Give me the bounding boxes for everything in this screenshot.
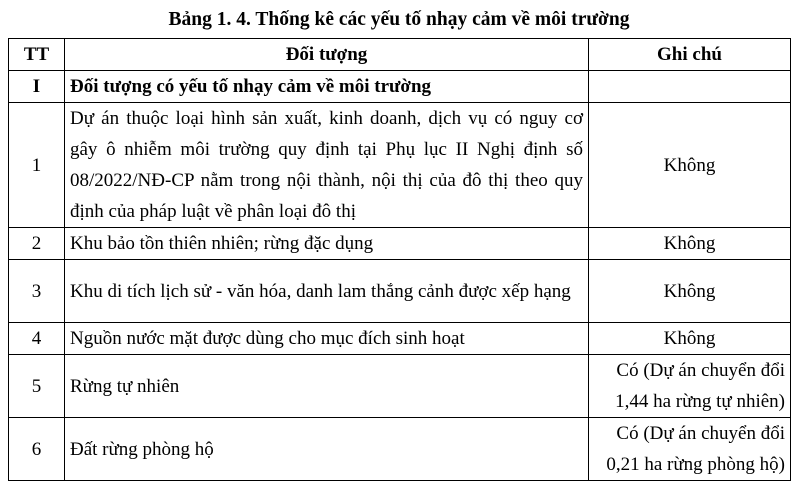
row-doi-tuong: Nguồn nước mặt được dùng cho mục đích sinh hoạt [65, 323, 589, 355]
section-note [589, 71, 791, 103]
row-ghi-chu: Không [589, 103, 791, 228]
section-row [9, 71, 791, 103]
row-tt: 5 [9, 355, 65, 418]
table-caption: Bảng 1. 4. Thống kê các yếu tố nhạy cảm về môi trường [168, 9, 630, 30]
header-doi-tuong: Đối tượng [65, 39, 589, 71]
sensitive-factors-table [8, 38, 791, 481]
row-tt: 6 [9, 418, 65, 481]
row-ghi-chu: Không [589, 228, 791, 260]
table-row [9, 103, 791, 228]
row-ghi-chu: Có (Dự án chuyển đổi 1,44 ha rừng tự nhiên) [589, 355, 791, 418]
header-tt: TT [9, 39, 65, 71]
row-ghi-chu: Không [589, 323, 791, 355]
section-tt: I [9, 71, 65, 103]
table-row [9, 323, 791, 355]
row-tt: 3 [9, 260, 65, 323]
row-ghi-chu: Không [589, 260, 791, 323]
table-row [9, 355, 791, 418]
row-tt: 2 [9, 228, 65, 260]
row-doi-tuong: Dự án thuộc loại hình sản xuất, kinh doanh, dịch vụ có nguy cơ gây ô nhiễm môi trường quy định tại Phụ lục II Nghị định số 08/2022/NĐ-CP nằm trong nội thành, nội thị của đô thị theo quy định của pháp luật về phân loại đô thị [65, 103, 589, 228]
table-row [9, 260, 791, 323]
row-tt: 1 [9, 103, 65, 228]
row-doi-tuong: Khu bảo tồn thiên nhiên; rừng đặc dụng [65, 228, 589, 260]
row-tt: 4 [9, 323, 65, 355]
header-ghi-chu: Ghi chú [589, 39, 791, 71]
row-ghi-chu: Có (Dự án chuyển đổi 0,21 ha rừng phòng hộ) [589, 418, 791, 481]
row-doi-tuong: Đất rừng phòng hộ [65, 418, 589, 481]
row-doi-tuong: Rừng tự nhiên [65, 355, 589, 418]
table-header-row [9, 39, 791, 71]
table-row [9, 418, 791, 481]
row-doi-tuong: Khu di tích lịch sử - văn hóa, danh lam thắng cảnh được xếp hạng [65, 260, 589, 323]
section-title: Đối tượng có yếu tố nhạy cảm về môi trường [65, 71, 589, 103]
table-row [9, 228, 791, 260]
